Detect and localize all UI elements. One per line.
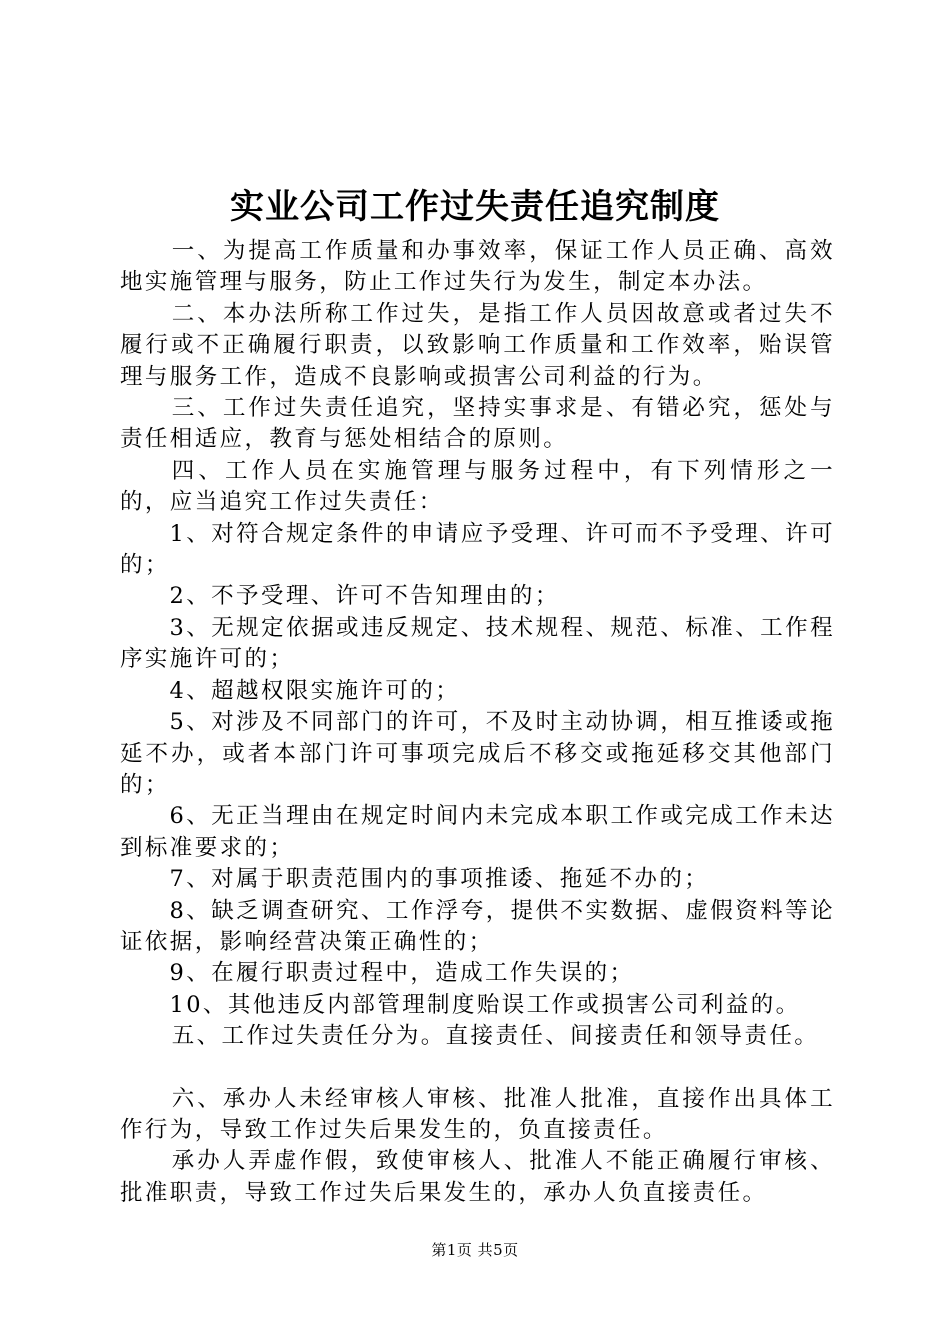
paragraph-gap bbox=[120, 1053, 835, 1084]
list-item-2: 2、不予受理、许可不告知理由的； bbox=[169, 583, 560, 610]
document-title: 实业公司工作过失责任追究制度 bbox=[230, 187, 720, 227]
document-body bbox=[120, 236, 835, 1209]
paragraph-5: 五、工作过失责任分为。直接责任、间接责任和领导责任。 bbox=[171, 1023, 820, 1050]
list-item-3: 3、无规定依据或违反规定、技术规程、规范、标准、工作程序实施许可的； bbox=[120, 614, 835, 673]
page-number-footer: 第1页 共5页 bbox=[431, 1241, 519, 1259]
paragraph-1: 一、为提高工作质量和办事效率，保证工作人员正确、高效地实施管理与服务，防止工作过失行为发生，制定本办法。 bbox=[120, 238, 835, 296]
list-item-6: 6、无正当理由在规定时间内未完成本职工作或完成工作未达到标准要求的； bbox=[120, 803, 835, 861]
list-item-10: 10、其他违反内部管理制度贻误工作或损害公司利益的。 bbox=[169, 991, 801, 1018]
paragraph-7: 承办人弄虚作假，致使审核人、批准人不能正确履行审核、批准职责，导致工作过失后果发生的，承办人负直接责任。 bbox=[120, 1148, 835, 1206]
list-item-9: 9、在履行职责过程中，造成工作失误的； bbox=[169, 960, 635, 987]
paragraph-6: 六、承办人未经审核人审核、批准人批准，直接作出具体工作行为，导致工作过失后果发生的，负直接责任。 bbox=[120, 1085, 835, 1143]
list-item-4: 4、超越权限实施许可的； bbox=[169, 677, 461, 704]
paragraph-4: 四、工作人员在实施管理与服务过程中，有下列情形之一的，应当追究工作过失责任： bbox=[120, 457, 835, 516]
list-item-5: 5、对涉及不同部门的许可，不及时主动协调，相互推诿或拖延不办，或者本部门许可事项完成后不移交或拖延移交其他部门的； bbox=[120, 709, 835, 798]
paragraph-2: 二、本办法所称工作过失，是指工作人员因故意或者过失不履行或不正确履行职责，以致影响工作质量和工作效率，贻误管理与服务工作，造成不良影响或损害公司利益的行为。 bbox=[120, 300, 835, 390]
paragraph-3: 三、工作过失责任追究，坚持实事求是、有错必究，惩处与责任相适应，教育与惩处相结合的原则。 bbox=[120, 395, 835, 453]
list-item-1: 1、对符合规定条件的申请应予受理、许可而不予受理、许可的； bbox=[120, 520, 835, 579]
list-item-8: 8、缺乏调查研究、工作浮夸，提供不实数据、虚假资料等论证依据，影响经营决策正确性的； bbox=[120, 897, 835, 955]
list-item-7: 7、对属于职责范围内的事项推诿、拖延不办的； bbox=[169, 866, 710, 893]
